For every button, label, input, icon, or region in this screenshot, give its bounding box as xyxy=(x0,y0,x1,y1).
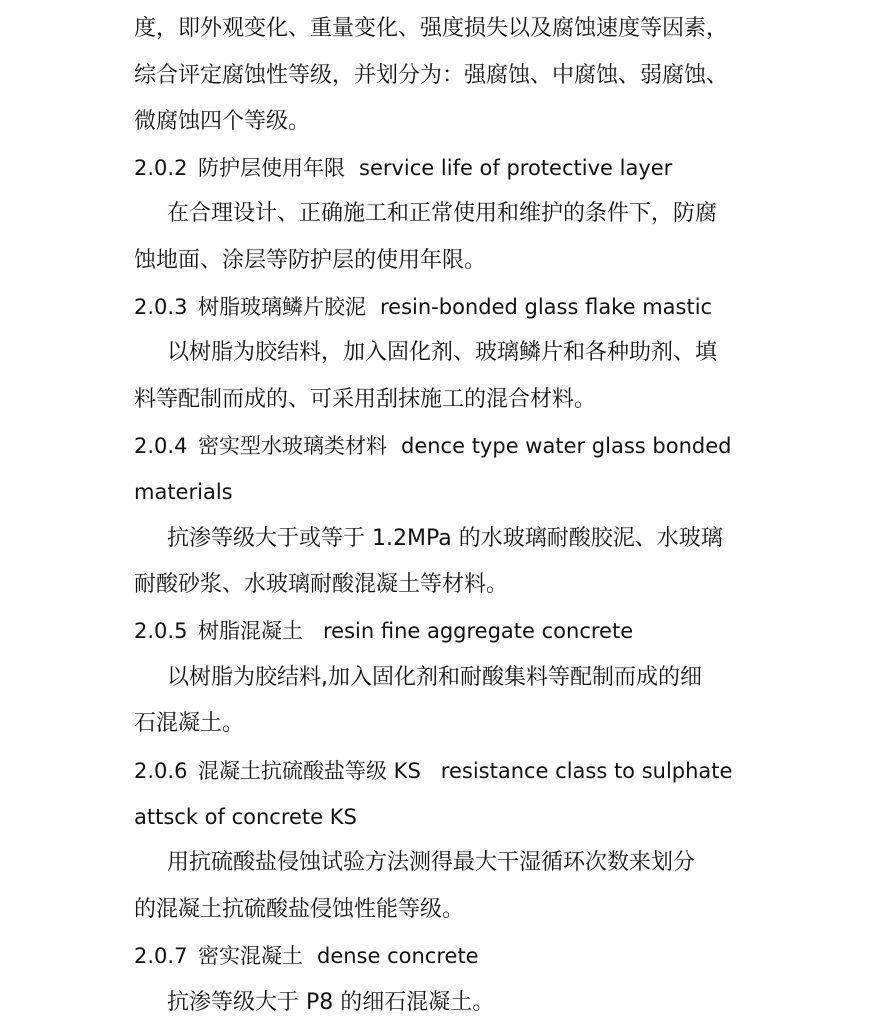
definition-line: 用抗硫酸盐侵蚀试验方法测得最大干湿循环次数来划分 xyxy=(167,850,696,875)
term-heading xyxy=(134,941,774,971)
term-zh: 密实型水玻璃类材料 xyxy=(198,434,387,458)
definition-line: 石混凝土。 xyxy=(134,711,245,736)
term-number: 2.0.2 xyxy=(134,156,188,180)
term-number: 2.0.5 xyxy=(134,619,188,643)
term-heading xyxy=(134,616,774,646)
intro-line: 综合评定腐蚀性等级，并划分为：强腐蚀、中腐蚀、弱腐蚀、 xyxy=(134,63,729,88)
term-heading xyxy=(134,292,774,322)
term-zh: 混凝土抗硫酸盐等级 KS xyxy=(198,759,421,783)
term-heading xyxy=(134,153,774,183)
definition-line: 的混凝土抗硫酸盐侵蚀性能等级。 xyxy=(134,897,465,922)
term-zh: 密实混凝土 xyxy=(198,944,303,968)
term-zh: 防护层使用年限 xyxy=(198,156,345,180)
term-en: resin fine aggregate concrete xyxy=(323,619,634,643)
term-en: dense concrete xyxy=(317,944,479,968)
definition-line: 抗渗等级大于或等于 1.2MPa 的水玻璃耐酸胶泥、水玻璃 xyxy=(167,526,723,551)
definition-line: 料等配制而成的、可采用刮抹施工的混合材料。 xyxy=(134,387,597,412)
term-zh: 树脂玻璃鳞片胶泥 xyxy=(198,295,366,319)
intro-line: 微腐蚀四个等级。 xyxy=(134,109,311,134)
term-en: resin-bonded glass flake mastic xyxy=(380,295,713,319)
term-en-continuation: attsck of concrete KS xyxy=(134,805,357,829)
definition-line: 蚀地面、涂层等防护层的使用年限。 xyxy=(134,248,487,273)
term-number: 2.0.4 xyxy=(134,434,188,458)
term-number: 2.0.6 xyxy=(134,759,188,783)
term-en: dence type water glass bonded xyxy=(401,434,732,458)
definition-line: 以树脂为胶结料，加入固化剂、玻璃鳞片和各种助剂、填 xyxy=(167,340,718,365)
definition-line: 以树脂为胶结料,加入固化剂和耐酸集料等配制而成的细 xyxy=(167,665,702,690)
term-number: 2.0.7 xyxy=(134,944,188,968)
definition-line: 抗渗等级大于 P8 的细石混凝土。 xyxy=(167,990,495,1015)
term-en: resistance class to sulphate xyxy=(440,759,733,783)
term-heading xyxy=(134,756,774,786)
definition-line: 耐酸砂浆、水玻璃耐酸混凝土等材料。 xyxy=(134,572,509,597)
term-en-continuation: materials xyxy=(134,480,233,504)
definition-line: 在合理设计、正确施工和正常使用和维护的条件下，防腐 xyxy=(167,201,718,226)
intro-line: 度，即外观变化、重量变化、强度损失以及腐蚀速度等因素， xyxy=(134,16,729,41)
term-zh: 树脂混凝土 xyxy=(198,619,303,643)
term-heading xyxy=(134,431,774,461)
term-en: service life of protective layer xyxy=(359,156,673,180)
term-number: 2.0.3 xyxy=(134,295,188,319)
